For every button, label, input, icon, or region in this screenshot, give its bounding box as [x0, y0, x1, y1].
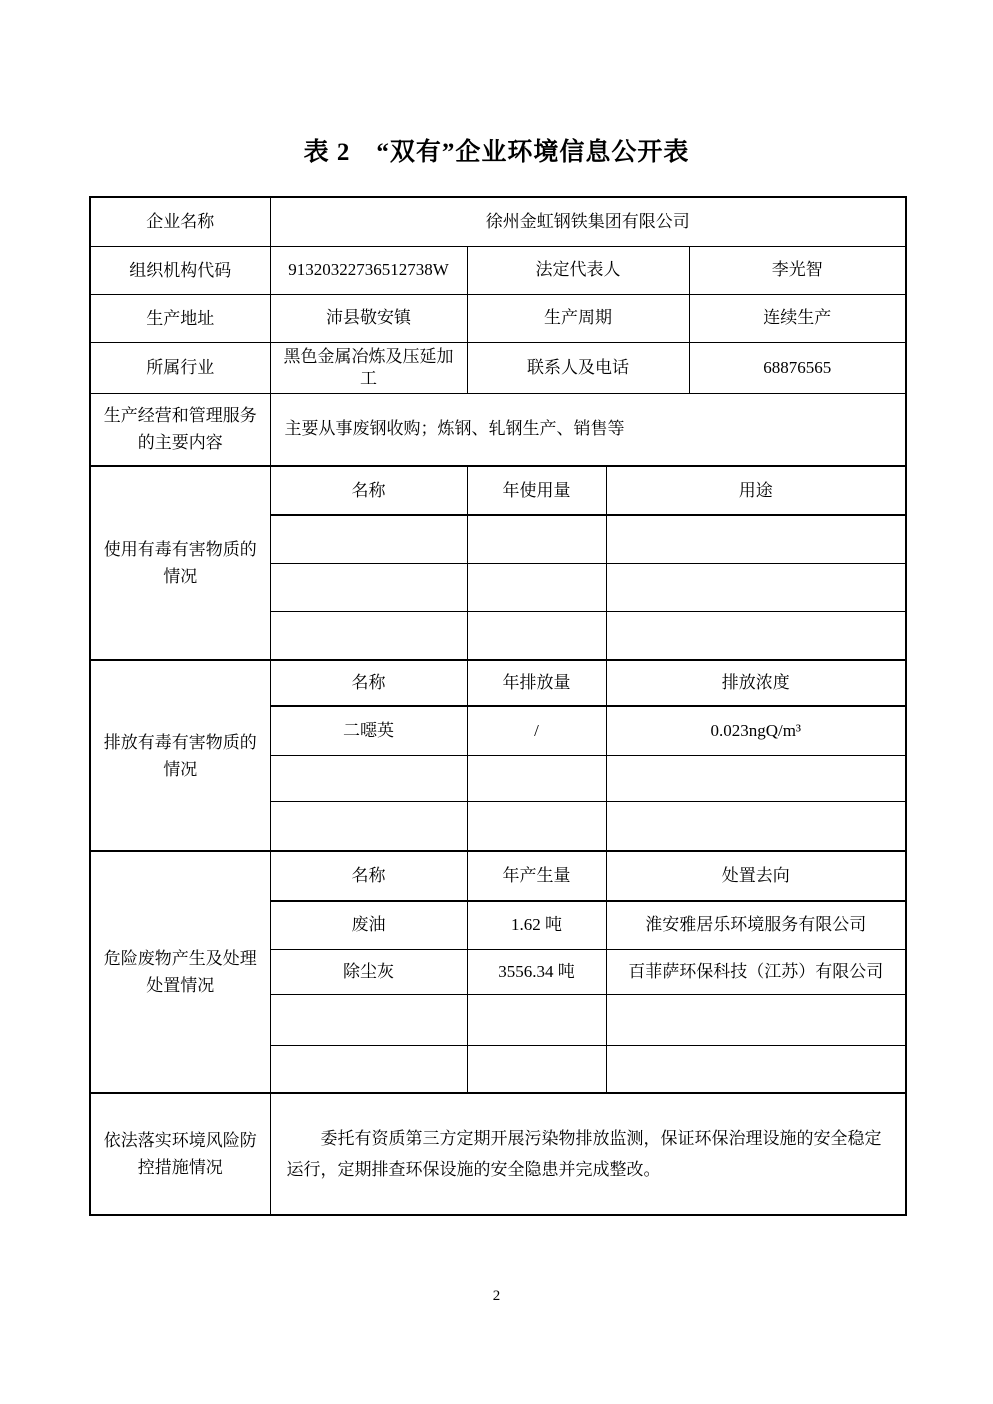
toxic-emission-cell-amount: /	[467, 706, 606, 755]
hazardous-waste-header-annual-output: 年产生量	[467, 851, 606, 901]
risk-control-paragraph: 委托有资质第三方定期开展污染物排放监测，保证环保治理设施的安全稳定运行，定期排查环保设施的安全隐患并完成整改。	[286, 1129, 882, 1179]
toxic-use-cell	[467, 611, 606, 660]
toxic-emission-cell	[606, 801, 906, 851]
industry-label: 所属行业	[90, 342, 270, 393]
hazardous-waste-section-label: 危险废物产生及处理处置情况	[90, 851, 270, 1093]
toxic-emission-section-label: 排放有毒有害物质的情况	[90, 660, 270, 851]
business-scope-value: 主要从事废钢收购；炼钢、轧钢生产、销售等	[270, 393, 906, 466]
business-scope-label: 生产经营和管理服务的主要内容	[90, 393, 270, 466]
toxic-use-cell	[467, 563, 606, 611]
toxic-use-header-purpose: 用途	[606, 466, 906, 515]
hazardous-waste-cell-name: 废油	[270, 901, 467, 949]
hazardous-waste-cell-disposal: 百菲萨环保科技（江苏）有限公司	[606, 949, 906, 994]
risk-control-text-cell	[270, 1093, 906, 1215]
hazardous-waste-cell-name: 除尘灰	[270, 949, 467, 994]
toxic-use-header-annual-usage: 年使用量	[467, 466, 606, 515]
contact-value: 68876565	[689, 342, 906, 393]
company-name-label: 企业名称	[90, 197, 270, 246]
hazardous-waste-cell-disposal: 淮安雅居乐环境服务有限公司	[606, 901, 906, 949]
toxic-use-cell	[270, 563, 467, 611]
toxic-use-cell	[606, 563, 906, 611]
hazardous-waste-cell	[270, 1045, 467, 1093]
toxic-use-cell	[606, 515, 906, 563]
page-number: 2	[492, 1288, 501, 1304]
toxic-emission-cell	[606, 755, 906, 801]
legal-rep-label: 法定代表人	[467, 246, 689, 294]
toxic-use-cell	[270, 611, 467, 660]
hazardous-waste-header-name: 名称	[270, 851, 467, 901]
production-cycle-label: 生产周期	[467, 294, 689, 342]
toxic-emission-cell	[270, 801, 467, 851]
toxic-emission-cell	[270, 755, 467, 801]
toxic-emission-header-concentration: 排放浓度	[606, 660, 906, 706]
toxic-emission-header-name: 名称	[270, 660, 467, 706]
industry-value: 黑色金属冶炼及压延加工	[270, 342, 467, 393]
toxic-use-section-label: 使用有毒有害物质的情况	[90, 466, 270, 660]
org-code-value: 91320322736512738W	[270, 246, 467, 294]
contact-label: 联系人及电话	[467, 342, 689, 393]
legal-rep-value: 李光智	[689, 246, 906, 294]
address-value: 沛县敬安镇	[270, 294, 467, 342]
toxic-use-cell	[606, 611, 906, 660]
risk-control-label: 依法落实环境风险防控措施情况	[90, 1093, 270, 1215]
toxic-emission-cell	[467, 801, 606, 851]
toxic-emission-header-annual-emission: 年排放量	[467, 660, 606, 706]
toxic-use-cell	[270, 515, 467, 563]
toxic-emission-cell-dioxin: 二噁英	[270, 706, 467, 755]
toxic-emission-cell	[467, 755, 606, 801]
address-label: 生产地址	[90, 294, 270, 342]
hazardous-waste-cell	[606, 1045, 906, 1093]
hazardous-waste-cell	[467, 994, 606, 1045]
disclosure-table	[89, 196, 907, 1216]
hazardous-waste-cell-amount: 1.62 吨	[467, 901, 606, 949]
hazardous-waste-header-disposal: 处置去向	[606, 851, 906, 901]
hazardous-waste-cell-amount: 3556.34 吨	[467, 949, 606, 994]
toxic-use-header-name: 名称	[270, 466, 467, 515]
page-title: 表 2 “双有”企业环境信息公开表	[303, 139, 690, 166]
org-code-label: 组织机构代码	[90, 246, 270, 294]
hazardous-waste-cell	[606, 994, 906, 1045]
toxic-emission-cell-concentration: 0.023ngQ/m³	[606, 706, 906, 755]
company-name-value: 徐州金虹钢铁集团有限公司	[270, 197, 906, 246]
production-cycle-value: 连续生产	[689, 294, 906, 342]
toxic-use-cell	[467, 515, 606, 563]
hazardous-waste-cell	[270, 994, 467, 1045]
hazardous-waste-cell	[467, 1045, 606, 1093]
